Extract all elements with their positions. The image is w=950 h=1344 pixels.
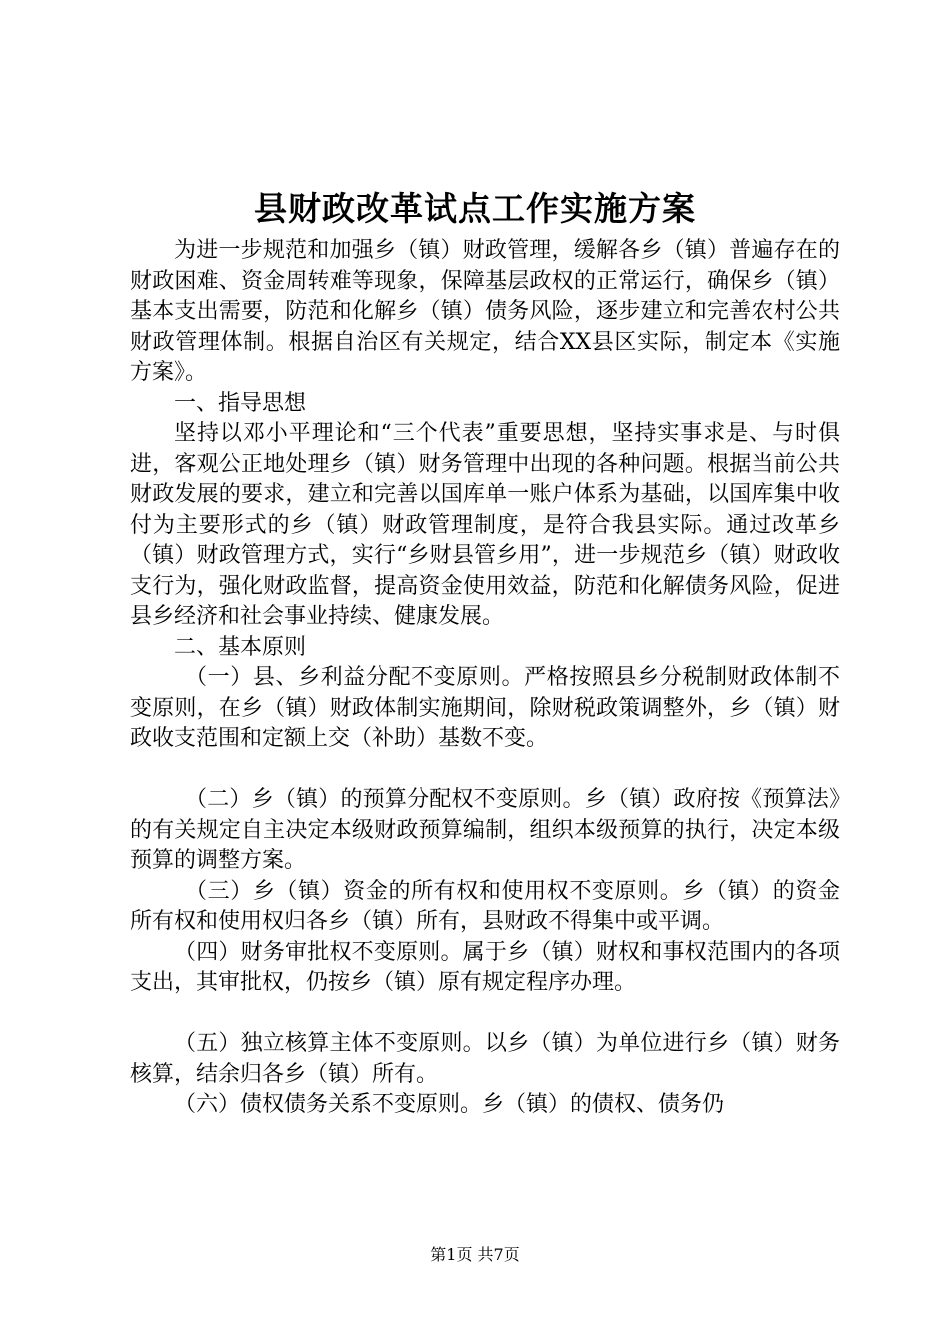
- paragraph-guiding-ideology: 坚持以邓小平理论和“三个代表”重要思想，坚持实事求是、与时俱进，客观公正地处理乡（镇）财务管理中出现的各种问题。根据当前公共财政发展的要求，建立和完善以国库单一账户体系为基础，以国库集中收付为主要形式的乡（镇）财政管理制度，是符合我县实际。通过改革乡（镇）财政管理方式，实行“乡财县管乡用”，进一步规范乡（镇）财政收支行为，强化财政监督，提高资金使用效益，防范和化解债务风险，促进县乡经济和社会事业持续、健康发展。: [130, 421, 840, 629]
- paragraph-intro: 为进一步规范和加强乡（镇）财政管理，缓解各乡（镇）普遍存在的财政困难、资金周转难等现象，保障基层政权的正常运行，确保乡（镇）基本支出需要，防范和化解乡（镇）债务风险，逐步建立和完善农村公共财政管理体制。根据自治区有关规定，结合XX县区实际，制定本《实施方案》。: [130, 238, 840, 385]
- principle-item-5: （五）独立核算主体不变原则。以乡（镇）为单位进行乡（镇）财务核算，结余归各乡（镇）所有。: [130, 1031, 840, 1087]
- section-heading-guiding-ideology: 一、指导思想: [174, 390, 307, 416]
- principle-item-3: （三）乡（镇）资金的所有权和使用权不变原则。乡（镇）的资金所有权和使用权归各乡（镇）所有，县财政不得集中或平调。: [130, 878, 840, 934]
- section-heading-basic-principles: 二、基本原则: [174, 634, 307, 660]
- principle-item-4: （四）财务审批权不变原则。属于乡（镇）财权和事权范围内的各项支出，其审批权，仍按乡（镇）原有规定程序办理。: [130, 939, 840, 995]
- document-title: 县财政改革试点工作实施方案: [254, 189, 696, 228]
- principle-item-2: （二）乡（镇）的预算分配权不变原则。乡（镇）政府按《预算法》的有关规定自主决定本级财政预算编制，组织本级预算的执行，决定本级预算的调整方案。: [130, 787, 840, 873]
- page-footer: 第1页 共7页: [430, 1245, 520, 1264]
- principle-item-6: （六）债权债务关系不变原则。乡（镇）的债权、债务仍: [174, 1092, 725, 1117]
- principle-item-1: （一）县、乡利益分配不变原则。严格按照县乡分税制财政体制不变原则，在乡（镇）财政体制实施期间，除财税政策调整外，乡（镇）财政收支范围和定额上交（补助）基数不变。: [130, 665, 840, 751]
- document-body: [130, 236, 840, 1121]
